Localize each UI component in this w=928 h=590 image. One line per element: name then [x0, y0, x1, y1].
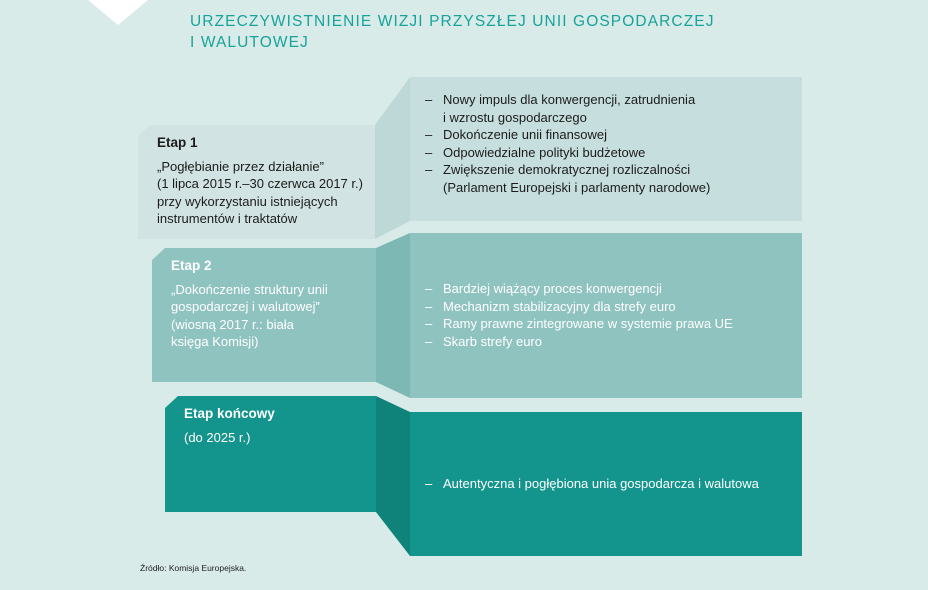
list-item-text: (Parlament Europejski i parlamenty narodowe)	[443, 179, 711, 195]
dash-bullet: –	[425, 127, 433, 142]
corner-arrow-decoration	[88, 0, 148, 25]
stage1-label	[157, 134, 363, 228]
source-note: Źródło: Komisja Europejska.	[140, 563, 247, 573]
stage2-list	[425, 280, 733, 350]
final-heading: Etap końcowy	[184, 406, 275, 421]
list-item-text: Ramy prawne zintegrowane w systemie prawa UE	[443, 316, 733, 331]
stage1-line: przy wykorzystaniu istniejących	[157, 193, 338, 209]
stage1-line: „Pogłębianie przez działanie”	[157, 158, 324, 174]
stage2-line: „Dokończenie struktury unii	[171, 281, 328, 297]
list-item	[425, 144, 710, 162]
list-item	[425, 91, 710, 126]
dash-bullet: –	[425, 144, 433, 160]
dash-bullet: –	[425, 333, 433, 349]
list-item	[425, 333, 733, 351]
stage2-heading: Etap 2	[171, 258, 212, 273]
title-line-2: I WALUTOWEJ	[190, 34, 309, 51]
list-item	[425, 298, 733, 316]
list-item-text: Dokończenie unii finansowej	[443, 127, 608, 142]
list-item-text: i wzrostu gospodarczego	[443, 109, 587, 125]
dash-bullet: –	[425, 298, 433, 314]
list-item-text: Skarb strefy euro	[443, 333, 542, 349]
dash-bullet: –	[425, 92, 433, 107]
stage2-line: (wiosną 2017 r.: biała	[171, 316, 294, 332]
list-item-text: Bardziej wiążący proces konwergencji	[443, 281, 662, 296]
dash-bullet: –	[425, 476, 433, 491]
stage2-line: księga Komisji)	[171, 334, 259, 349]
dash-bullet: –	[425, 281, 433, 296]
dash-bullet: –	[425, 162, 433, 177]
final-label	[184, 405, 275, 446]
stage1-line: instrumentów i traktatów	[157, 211, 298, 226]
list-item-text: Autentyczna i pogłębiona unia gospodarcza i walutowa	[443, 476, 759, 491]
list-item-text: Zwiększenie demokratycznej rozliczalności	[443, 162, 691, 177]
stage1-line: (1 lipca 2015 r.–30 czerwca 2017 r.)	[157, 176, 363, 191]
list-item-text: Nowy impuls dla konwergencji, zatrudnienia	[443, 92, 696, 107]
list-item	[425, 315, 733, 333]
list-item-text: Odpowiedzialne polityki budżetowe	[443, 144, 646, 160]
diagram-title	[190, 11, 750, 53]
title-line-1: URZECZYWISTNIENIE WIZJI PRZYSZŁEJ UNII GOSPODARCZEJ	[190, 13, 715, 30]
stage2-connector	[376, 233, 410, 398]
stage2-label	[171, 257, 328, 351]
list-item	[425, 475, 759, 493]
stage1-heading: Etap 1	[157, 135, 198, 150]
final-connector	[376, 396, 410, 556]
list-item	[425, 161, 710, 196]
list-item-text: Mechanizm stabilizacyjny dla strefy euro	[443, 298, 676, 314]
list-item	[425, 280, 733, 298]
final-list	[425, 475, 759, 493]
stage1-list	[425, 91, 710, 196]
stage2-line: gospodarczej i walutowej”	[171, 299, 320, 314]
list-item	[425, 126, 710, 144]
stage1-connector	[375, 77, 410, 239]
dash-bullet: –	[425, 316, 433, 331]
final-line: (do 2025 r.)	[184, 429, 251, 445]
